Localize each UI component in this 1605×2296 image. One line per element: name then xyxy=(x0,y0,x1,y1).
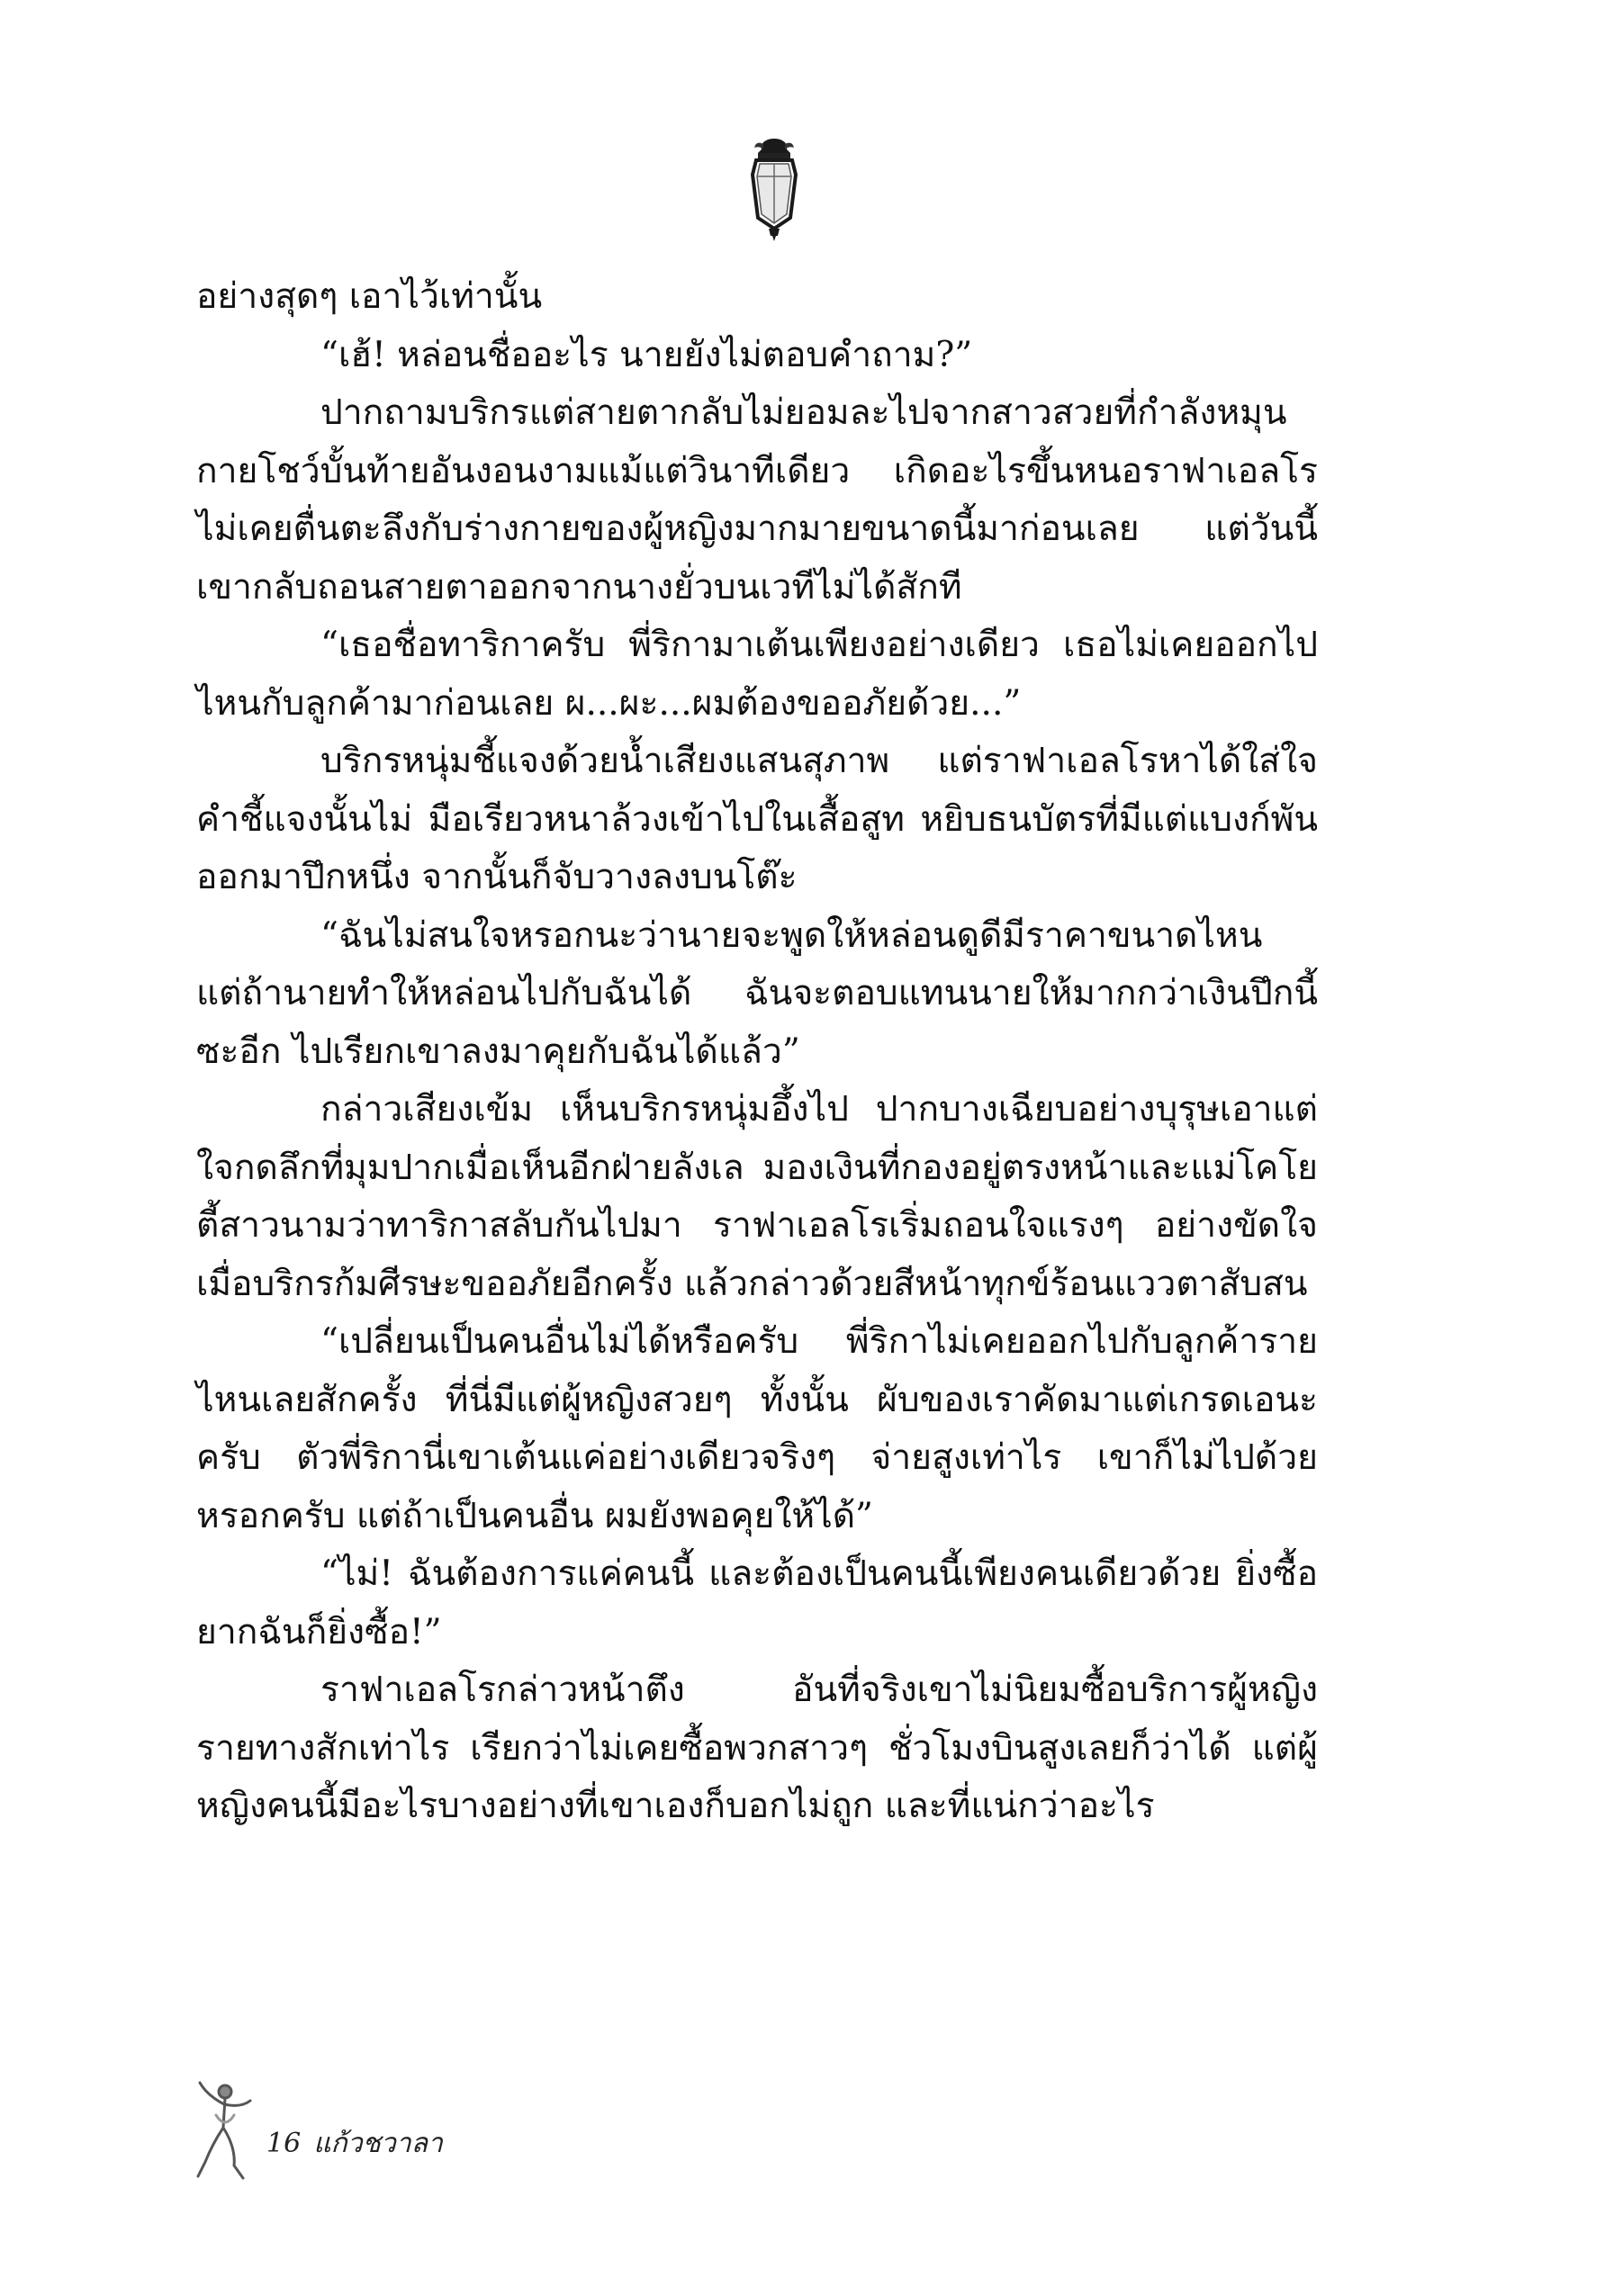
paragraph: อย่างสุดๆ เอาไว้เท่านั้น xyxy=(196,276,543,317)
paragraph: “ไม่! ฉันต้องการแค่คนนี้ และต้องเป็นคนนี้เพียงคนเดียวด้วย ยิ่งซื้อยากฉันก็ยิ่งซื้อ!” xyxy=(196,1553,1318,1652)
paragraph: “เปลี่ยนเป็นคนอื่นไม่ได้หรือครับ พี่ริกาไม่เคยออกไปกับลูกค้ารายไหนเลยสักครั้ง ที่นี่มีแต่ผู้หญิงสวยๆ ทั้งนั้น ผับของเราคัดมาแต่เกรดเอนะครับ ตัวพี่ริกานี่เขาเต้นแค่อย่างเดียวจริงๆ จ่ายสูงเท่าไร เขาก็ไม่ไปด้วยหรอกครับ แต่ถ้าเป็นคนอื่น ผมยังพอคุยให้ได้” xyxy=(196,1321,1318,1536)
paragraph: “เฮ้! หล่อนชื่ออะไร นายยังไม่ตอบคำถาม?” xyxy=(320,334,973,375)
lantern-ornament-icon xyxy=(738,135,810,243)
page-footer xyxy=(189,2075,443,2183)
dancer-figure-icon xyxy=(189,2075,261,2183)
paragraph: ปากถามบริกรแต่สายตากลับไม่ยอมละไปจากสาวสวยที่กำลังหมุนกายโชว์บั้นท้ายอันงอนงามแม้แต่วินาทีเดียว เกิดอะไรขึ้นหนอราฟาเอลโรไม่เคยตื่นตะลึงกับร่างกายของผู้หญิงมากมายขนาดนี้มาก่อนเลย แต่วันนี้เขากลับถอนสายตาออกจากนางยั่วบนเวทีไม่ได้สักที xyxy=(196,392,1318,608)
paragraph: ราฟาเอลโรกล่าวหน้าตึง อันที่จริงเขาไม่นิยมซื้อบริการผู้หญิงรายทางสักเท่าไร เรียกว่าไม่เคยซื้อพวกสาวๆ ชั่วโมงบินสูงเลยก็ว่าได้ แต่ผู้หญิงคนนี้มีอะไรบางอย่างที่เขาเองก็บอกไม่ถูก และที่แน่กว่าอะไร xyxy=(196,1670,1318,1826)
paragraph: กล่าวเสียงเข้ม เห็นบริกรหนุ่มอึ้งไป ปากบางเฉียบอย่างบุรุษเอาแต่ใจกดลึกที่มุมปากเมื่อเห็นอีกฝ่ายลังเล มองเงินที่กองอยู่ตรงหน้าและแม่โคโยตี้สาวนามว่าทาริกาสลับกันไปมา ราฟาเอลโรเริ่มถอนใจแรงๆ อย่างขัดใจ เมื่อบริกรก้มศีรษะขออภัยอีกครั้ง แล้วกล่าวด้วยสีหน้าทุกข์ร้อนแววตาสับสน xyxy=(196,1089,1318,1304)
paragraph: “เธอชื่อทาริกาครับ พี่ริกามาเต้นเพียงอย่างเดียว เธอไม่เคยออกไปไหนกับลูกค้ามาก่อนเลย ผ...ผะ...ผมต้องขออภัยด้วย...” xyxy=(196,625,1318,724)
story-text xyxy=(196,268,1318,1836)
page-number: 16 xyxy=(266,2127,302,2159)
paragraph: บริกรหนุ่มชี้แจงด้วยน้ำเสียงแสนสุภาพ แต่ราฟาเอลโรหาได้ใส่ใจคำชี้แจงนั้นไม่ มือเรียวหนาล้วงเข้าไปในเสื้อสูท หยิบธนบัตรที่มีแต่แบงก์พันออกมาปึกหนึ่ง จากนั้นก็จับวางลงบนโต๊ะ xyxy=(196,741,1318,897)
paragraph: “ฉันไม่สนใจหรอกนะว่านายจะพูดให้หล่อนดูดีมีราคาขนาดไหน แต่ถ้านายทำให้หล่อนไปกับฉันได้ ฉันจะตอบแทนนายให้มากกว่าเงินปึกนี้ซะอีก ไปเรียกเขาลงมาคุยกับฉันได้แล้ว” xyxy=(196,914,1318,1072)
book-title: แก้วชวาลา xyxy=(313,2127,443,2159)
